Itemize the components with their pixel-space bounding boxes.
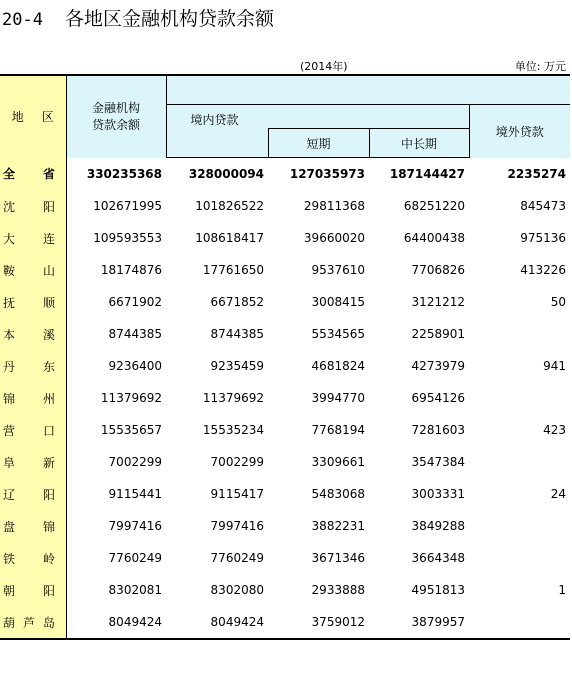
short-term-cell: 5534565 bbox=[311, 327, 365, 341]
domestic-cell: 8049424 bbox=[166, 606, 268, 639]
region-cell: 全 省 bbox=[0, 158, 66, 191]
total-loans-cell: 102671995 bbox=[93, 199, 162, 213]
region-cell: 葫 芦 岛 bbox=[0, 606, 66, 639]
total-loans-cell: 8049424 bbox=[66, 606, 166, 639]
total-loans-cell: 11379692 bbox=[100, 391, 162, 405]
table-row bbox=[0, 382, 570, 414]
table-row bbox=[0, 286, 570, 318]
header-domestic-gap bbox=[166, 129, 268, 158]
total-loans-cell: 109593553 bbox=[93, 231, 162, 245]
overseas-cell bbox=[469, 446, 570, 478]
header-short-term: 短期 bbox=[268, 129, 369, 158]
header-domestic: 境内贷款 bbox=[166, 105, 469, 129]
table-row bbox=[0, 190, 570, 222]
table-number: 20-4 bbox=[2, 10, 43, 30]
region-cell: 抚 顺 bbox=[0, 286, 66, 318]
long-term-cell: 3849288 bbox=[411, 519, 465, 533]
header-spacer bbox=[166, 75, 570, 105]
total-loans-cell: 7760249 bbox=[108, 551, 162, 565]
long-term-cell: 3003331 bbox=[411, 487, 465, 501]
total-loans-cell: 330235368 bbox=[86, 166, 162, 181]
short-term-cell: 29811368 bbox=[303, 199, 365, 213]
short-term-cell: 7768194 bbox=[311, 423, 365, 437]
overseas-cell: 50 bbox=[550, 295, 566, 309]
table-row bbox=[0, 478, 570, 510]
short-term-cell: 5483068 bbox=[311, 487, 365, 501]
total-loans-cell: 18174876 bbox=[100, 263, 162, 277]
short-term-cell: 3671346 bbox=[311, 551, 365, 565]
domestic-cell: 8744385 bbox=[210, 327, 264, 341]
unit-label: 单位: 万元 bbox=[514, 60, 566, 73]
region-cell: 铁 岭 bbox=[0, 542, 66, 574]
short-term-cell: 127035973 bbox=[289, 167, 365, 181]
total-loans-cell: 9115441 bbox=[108, 487, 162, 501]
long-term-cell: 4951813 bbox=[411, 583, 465, 597]
table-row bbox=[0, 542, 570, 574]
short-term-cell: 9537610 bbox=[311, 263, 365, 277]
long-term-cell: 64400438 bbox=[403, 231, 465, 245]
long-term-cell: 187144427 bbox=[389, 167, 465, 181]
short-term-cell: 3008415 bbox=[311, 295, 365, 309]
domestic-cell: 11379692 bbox=[202, 391, 264, 405]
overseas-cell: 24 bbox=[550, 487, 566, 501]
year-label: (2014年) bbox=[300, 60, 348, 73]
overseas-cell bbox=[469, 606, 570, 639]
domestic-cell: 328000094 bbox=[188, 167, 264, 181]
overseas-cell: 1 bbox=[558, 583, 566, 597]
long-term-cell: 3879957 bbox=[369, 606, 469, 639]
domestic-cell: 6671852 bbox=[210, 295, 264, 309]
header-overseas: 境外贷款 bbox=[469, 105, 570, 158]
table-row bbox=[0, 414, 570, 446]
table-row bbox=[0, 574, 570, 606]
domestic-cell: 9235459 bbox=[210, 359, 264, 373]
table-row bbox=[0, 222, 570, 254]
header-region: 地 区 bbox=[0, 75, 66, 158]
region-cell: 丹 东 bbox=[0, 350, 66, 382]
domestic-cell: 15535234 bbox=[202, 423, 264, 437]
long-term-cell: 4273979 bbox=[411, 359, 465, 373]
table-row bbox=[0, 510, 570, 542]
region-cell: 沈 阳 bbox=[0, 190, 66, 222]
table-body bbox=[0, 158, 570, 640]
long-term-cell: 2258901 bbox=[411, 327, 465, 341]
short-term-cell: 3994770 bbox=[311, 391, 365, 405]
region-cell: 辽 阳 bbox=[0, 478, 66, 510]
domestic-cell: 9115417 bbox=[210, 487, 264, 501]
domestic-cell: 7760249 bbox=[210, 551, 264, 565]
region-cell: 锦 州 bbox=[0, 382, 66, 414]
overseas-cell: 941 bbox=[543, 359, 566, 373]
overseas-cell bbox=[469, 542, 570, 574]
domestic-cell: 101826522 bbox=[195, 199, 264, 213]
table-row-total bbox=[0, 158, 570, 191]
overseas-cell bbox=[469, 318, 570, 350]
total-loans-cell: 15535657 bbox=[100, 423, 162, 437]
total-loans-cell: 7002299 bbox=[108, 455, 162, 469]
region-cell: 营 口 bbox=[0, 414, 66, 446]
long-term-cell: 7281603 bbox=[411, 423, 465, 437]
header-total-loans: 金融机构贷款余额 bbox=[66, 75, 166, 158]
overseas-cell bbox=[469, 382, 570, 414]
region-cell: 朝 阳 bbox=[0, 574, 66, 606]
domestic-cell: 7002299 bbox=[210, 455, 264, 469]
table-row bbox=[0, 318, 570, 350]
domestic-cell: 8302080 bbox=[210, 583, 264, 597]
short-term-cell: 2933888 bbox=[311, 583, 365, 597]
table-row bbox=[0, 606, 570, 639]
region-cell: 大 连 bbox=[0, 222, 66, 254]
short-term-cell: 3882231 bbox=[311, 519, 365, 533]
header-long-term: 中长期 bbox=[369, 129, 469, 158]
overseas-cell: 413226 bbox=[520, 263, 566, 277]
table-row bbox=[0, 446, 570, 478]
loan-balance-table bbox=[0, 74, 570, 640]
total-loans-cell: 8302081 bbox=[108, 583, 162, 597]
long-term-cell: 7706826 bbox=[411, 263, 465, 277]
region-cell: 盘 锦 bbox=[0, 510, 66, 542]
page-title bbox=[2, 4, 274, 31]
short-term-cell: 3759012 bbox=[268, 606, 369, 639]
long-term-cell: 3121212 bbox=[411, 295, 465, 309]
short-term-cell: 4681824 bbox=[311, 359, 365, 373]
region-cell: 阜 新 bbox=[0, 446, 66, 478]
long-term-cell: 6954126 bbox=[411, 391, 465, 405]
short-term-cell: 3309661 bbox=[311, 455, 365, 469]
table-title: 各地区金融机构贷款余额 bbox=[64, 8, 274, 30]
region-cell: 本 溪 bbox=[0, 318, 66, 350]
overseas-cell: 845473 bbox=[520, 199, 566, 213]
overseas-cell: 975136 bbox=[520, 231, 566, 245]
total-loans-cell: 8744385 bbox=[108, 327, 162, 341]
domestic-cell: 7997416 bbox=[210, 519, 264, 533]
long-term-cell: 68251220 bbox=[403, 199, 465, 213]
table-row bbox=[0, 254, 570, 286]
long-term-cell: 3664348 bbox=[411, 551, 465, 565]
total-loans-cell: 6671902 bbox=[108, 295, 162, 309]
table-row bbox=[0, 350, 570, 382]
total-loans-cell: 9236400 bbox=[108, 359, 162, 373]
overseas-cell: 423 bbox=[543, 423, 566, 437]
overseas-cell: 2235274 bbox=[507, 166, 566, 181]
overseas-cell bbox=[469, 510, 570, 542]
short-term-cell: 39660020 bbox=[303, 231, 365, 245]
domestic-cell: 17761650 bbox=[202, 263, 264, 277]
domestic-cell: 108618417 bbox=[195, 231, 264, 245]
long-term-cell: 3547384 bbox=[411, 455, 465, 469]
region-cell: 鞍 山 bbox=[0, 254, 66, 286]
total-loans-cell: 7997416 bbox=[108, 519, 162, 533]
